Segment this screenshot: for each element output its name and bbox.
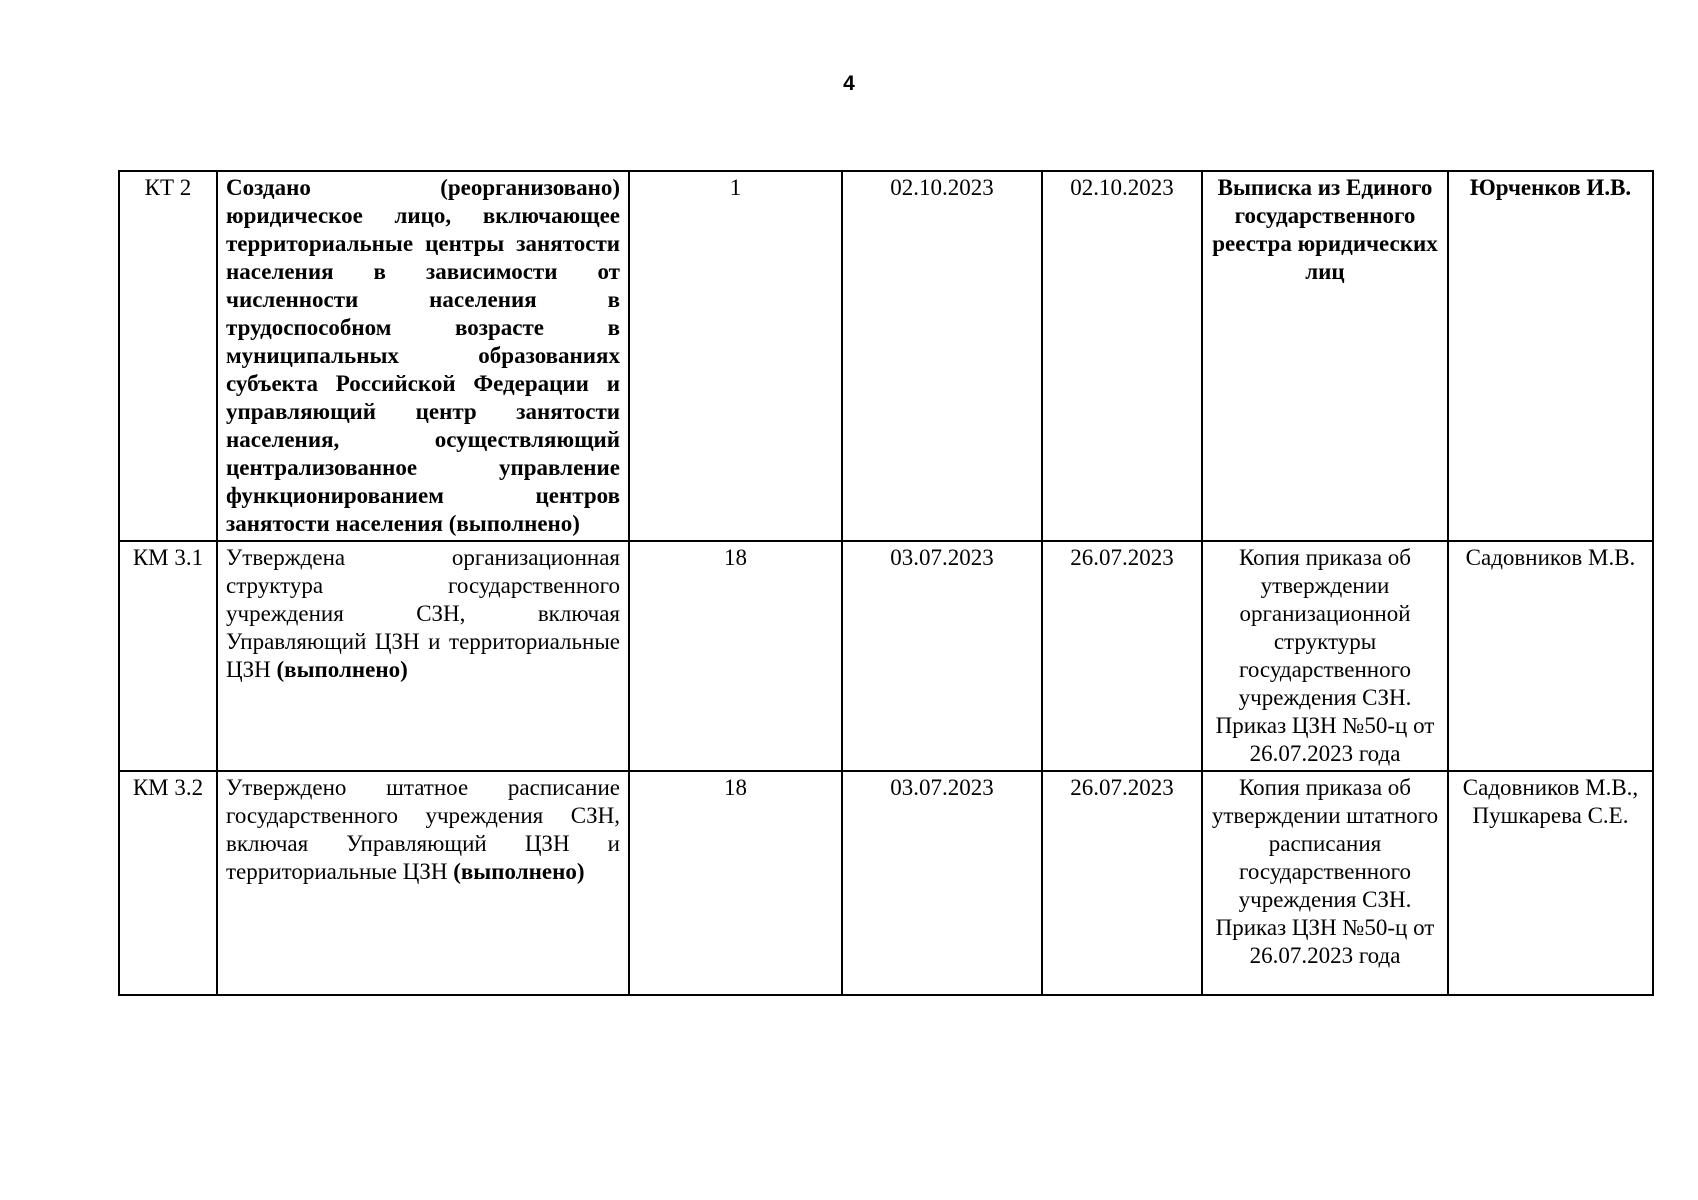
row-quantity-cell: 1 xyxy=(629,171,842,541)
row-description-text: Утверждено штатное расписание государственного учреждения СЗН, включая Управляющий ЦЗН и территориальные ЦЗН xyxy=(226,775,620,884)
row-quantity-cell: 18 xyxy=(629,771,842,995)
table-row xyxy=(119,771,1653,995)
row-status-text: (выполнено) xyxy=(448,511,580,536)
row-code-cell: КМ 3.1 xyxy=(119,541,217,771)
row-responsible-cell: Садовников М.В., Пушкарева С.Е. xyxy=(1448,771,1653,995)
row-code-cell: КТ 2 xyxy=(119,171,217,541)
row-document-cell: Копия приказа об утверждении штатного расписания государственного учреждения СЗН. Приказ ЦЗН №50-ц от 26.07.2023 года xyxy=(1202,771,1448,995)
row-status-text: (выполнено) xyxy=(453,859,585,884)
page-number: 4 xyxy=(843,72,855,95)
row-end-date-cell: 26.07.2023 xyxy=(1042,541,1202,771)
table-row xyxy=(119,541,1653,771)
row-responsible-cell: Садовников М.В. xyxy=(1448,541,1653,771)
row-end-date-cell: 02.10.2023 xyxy=(1042,171,1202,541)
row-status-text: (выполнено) xyxy=(276,657,408,682)
row-description-text: Создано (реорганизовано) юридическое лицо, включающее территориальные центры занятости населения в зависимости от численности населения в трудоспособном возрасте в муниципальных образованиях субъекта Российской Федерации и управляющий центр занятости населения, осуществляющий централизованное управление функционированием центров занятости населения xyxy=(226,175,620,536)
row-start-date-cell: 02.10.2023 xyxy=(842,171,1042,541)
row-document-cell: Выписка из Единого государственного реестра юридических лиц xyxy=(1202,171,1448,541)
row-description-cell xyxy=(217,771,629,995)
row-description-cell xyxy=(217,171,629,541)
row-start-date-cell: 03.07.2023 xyxy=(842,541,1042,771)
row-start-date-cell: 03.07.2023 xyxy=(842,771,1042,995)
row-document-cell: Копия приказа об утверждении организационной структуры государственного учреждения СЗН. Приказ ЦЗН №50-ц от 26.07.2023 года xyxy=(1202,541,1448,771)
table-row xyxy=(119,171,1653,541)
row-description-cell xyxy=(217,541,629,771)
row-end-date-cell: 26.07.2023 xyxy=(1042,771,1202,995)
row-quantity-cell: 18 xyxy=(629,541,842,771)
row-responsible-cell: Юрченков И.В. xyxy=(1448,171,1653,541)
control-points-table xyxy=(118,170,1654,996)
row-description-text: Утверждена организационная структура государственного учреждения СЗН, включая Управляющий ЦЗН и территориальные ЦЗН xyxy=(226,545,620,682)
row-code-cell: КМ 3.2 xyxy=(119,771,217,995)
